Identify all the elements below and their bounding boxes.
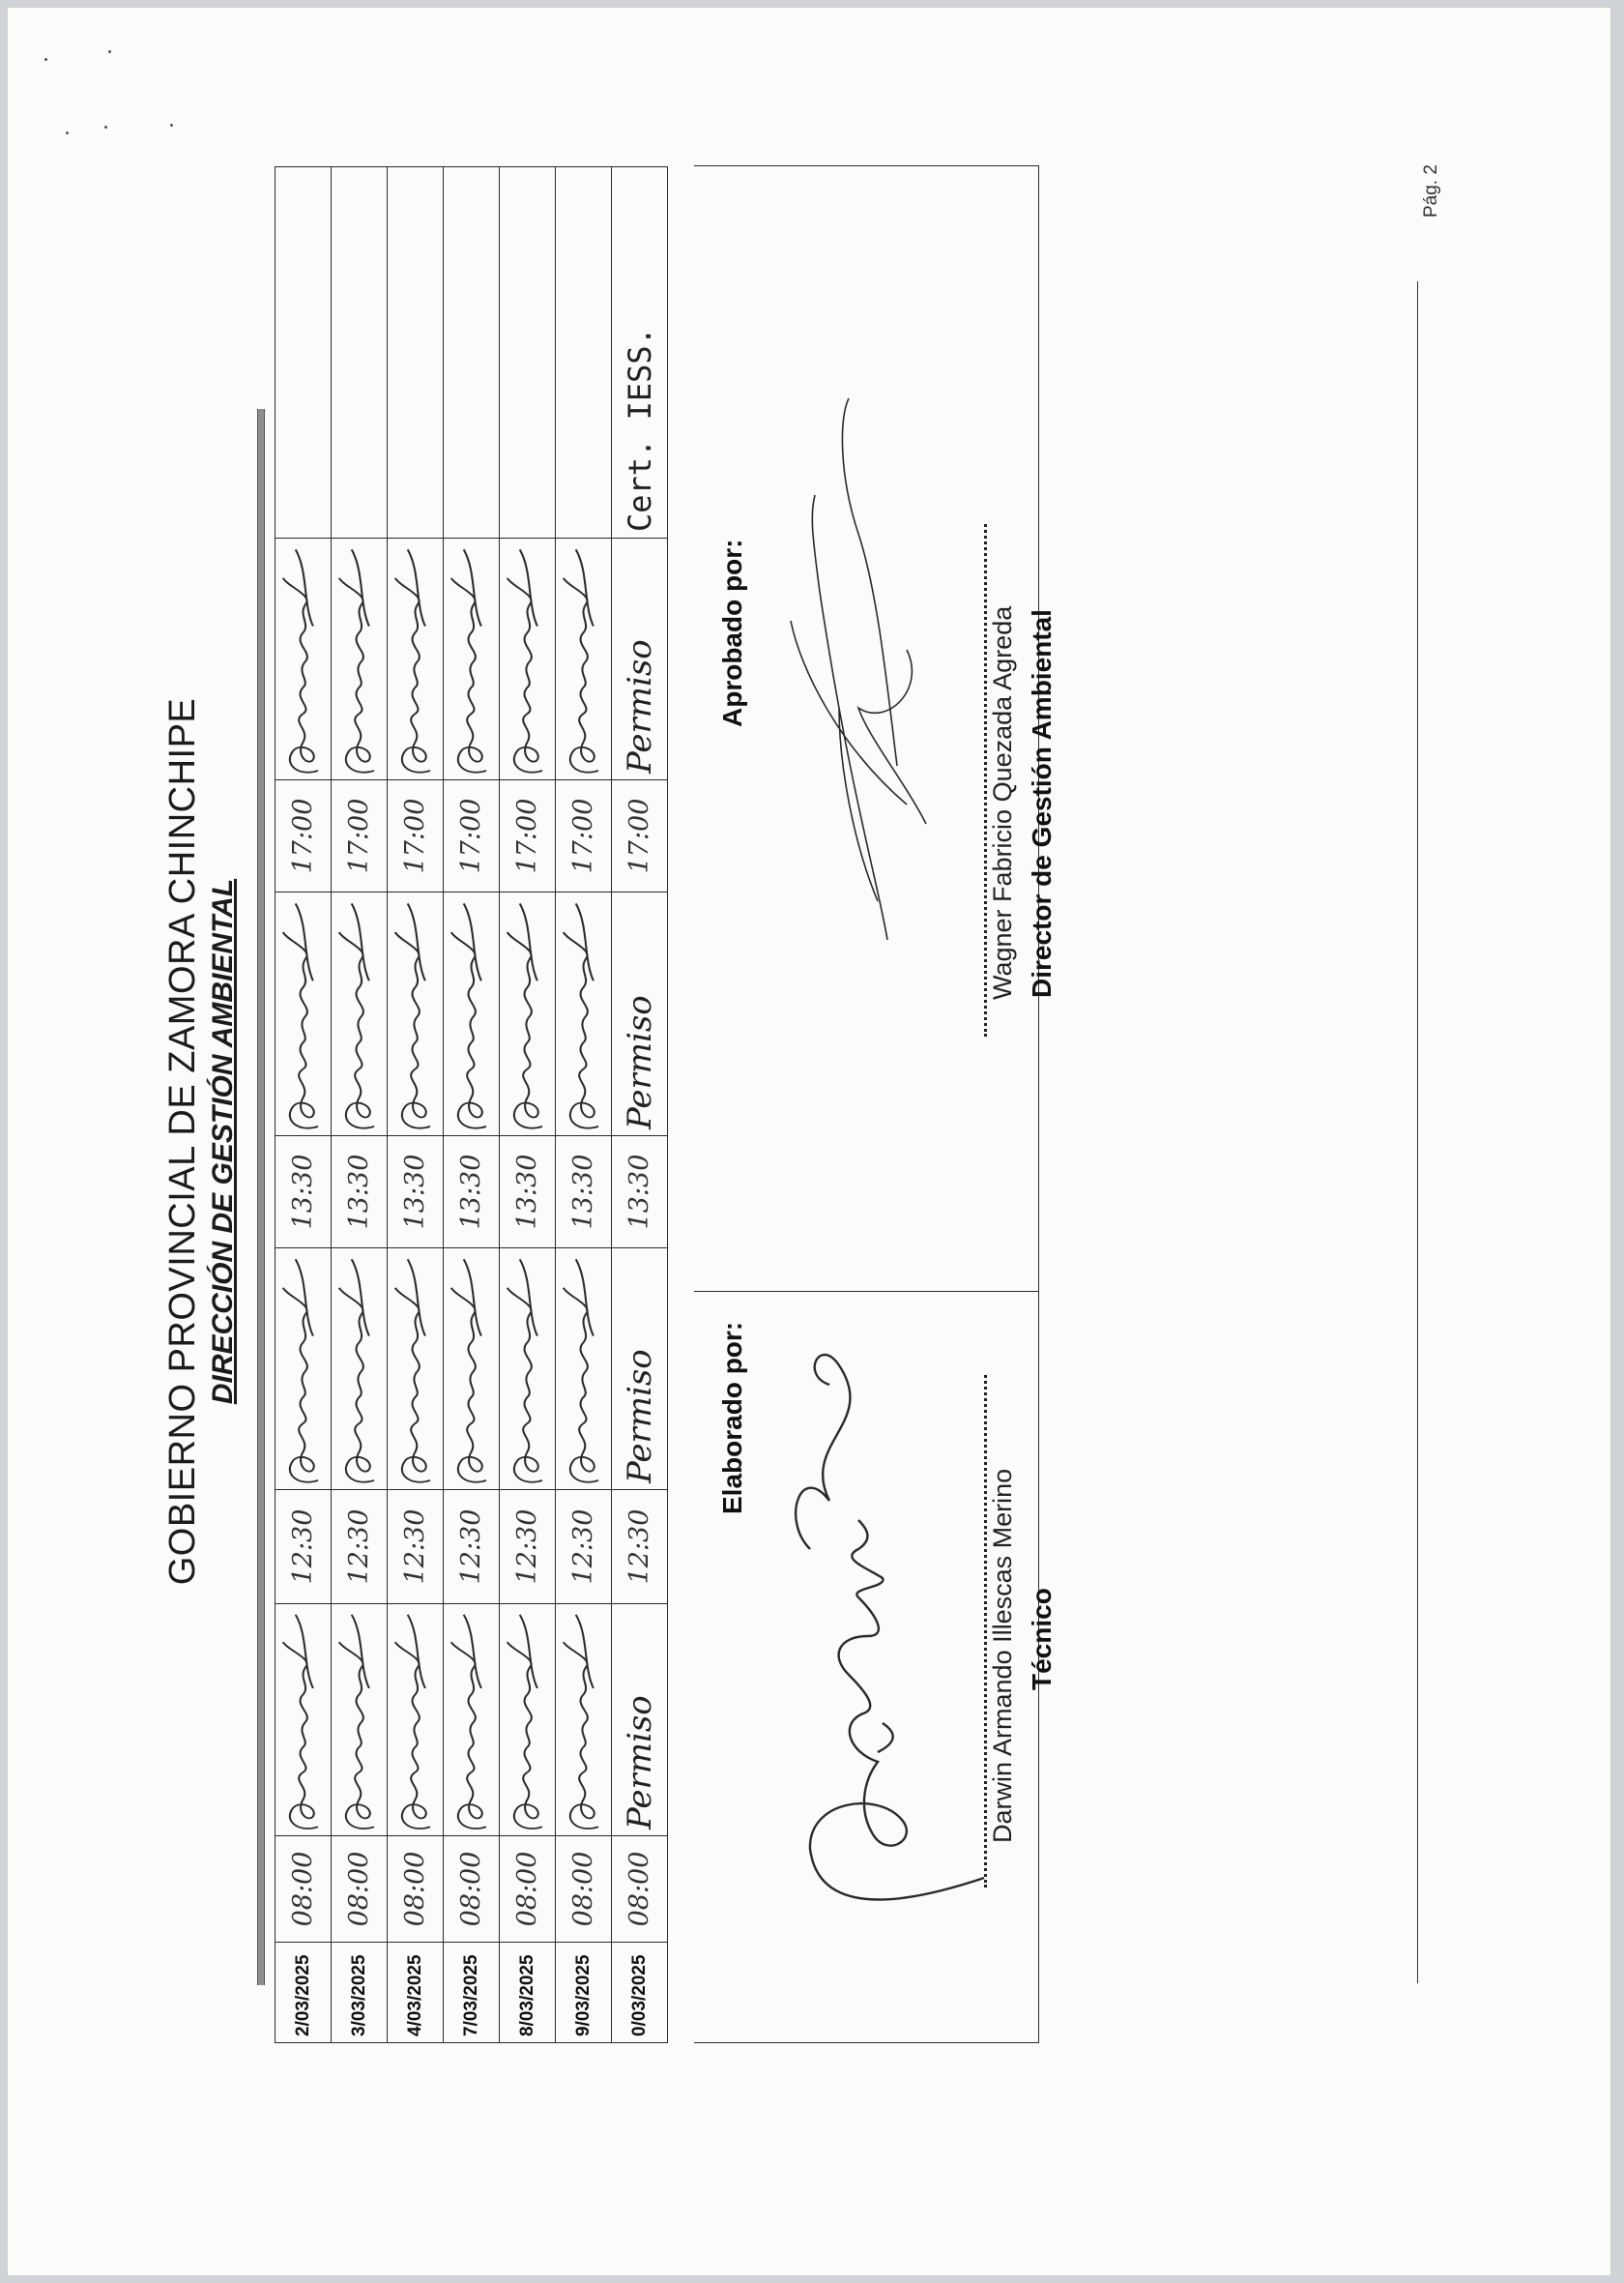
- footer-rule: [1417, 281, 1418, 1983]
- attendance-table: [275, 166, 668, 2043]
- handwritten-signature: [444, 1248, 499, 1489]
- handwritten-signature: [500, 1248, 555, 1489]
- signature-out-am: [500, 1248, 556, 1490]
- row-observation: [556, 167, 612, 539]
- row-observation: [388, 167, 444, 539]
- approval-section: [694, 165, 1057, 2043]
- handwritten-signature: [332, 893, 387, 1135]
- prepared-role: Técnico: [1027, 1588, 1057, 1690]
- time-in-am: 08:00: [388, 1836, 444, 1943]
- handwritten-signature: [444, 539, 499, 779]
- time-out-pm: 17:00: [500, 780, 556, 893]
- attendance-row: [388, 167, 444, 2043]
- time-out-am: 12:30: [612, 1490, 668, 1604]
- attendance-row: [444, 167, 500, 2043]
- signature-out-pm: [332, 539, 388, 780]
- dept-subtitle: DIRECCIÓN DE GESTIÓN AMBIENTAL: [207, 878, 239, 1405]
- attendance-row: [332, 167, 388, 2043]
- handwritten-signature: [276, 1248, 331, 1489]
- time-in-pm: 13:30: [444, 1136, 500, 1248]
- attendance-row: [500, 167, 556, 2043]
- handwritten-signature: [332, 539, 387, 779]
- handwritten-signature: [332, 1248, 387, 1489]
- signature-out-am: [332, 1248, 388, 1490]
- signature-in-pm: [332, 893, 388, 1136]
- time-in-pm: 13:30: [556, 1136, 612, 1248]
- prepared-signature-line: [984, 1375, 987, 1888]
- signature-in-pm: [556, 893, 612, 1136]
- handwritten-signature: [556, 893, 611, 1135]
- row-observation: Cert. IESS.: [612, 167, 668, 539]
- time-out-pm: 17:00: [556, 780, 612, 893]
- permiso-text: Permiso: [620, 1695, 659, 1829]
- handwritten-signature: [556, 1248, 611, 1489]
- time-in-am: 08:00: [500, 1836, 556, 1943]
- row-date: 2/03/2025: [276, 1943, 332, 2043]
- time-in-am: 08:00: [556, 1836, 612, 1943]
- time-out-pm: 17:00: [612, 780, 668, 893]
- handwritten-signature: [388, 1604, 443, 1835]
- signature-out-pm: [556, 539, 612, 780]
- permiso-text: Permiso: [620, 995, 659, 1129]
- time-in-pm: 13:30: [332, 1136, 388, 1248]
- row-date: 0/03/2025: [612, 1943, 668, 2043]
- signature-out-am: [444, 1248, 500, 1490]
- handwritten-signature: [556, 539, 611, 779]
- time-in-pm: 13:30: [276, 1136, 332, 1248]
- handwritten-signature: [276, 1604, 331, 1835]
- page-number: Pág. 2: [1421, 164, 1441, 218]
- time-out-am: 12:30: [332, 1490, 388, 1604]
- time-out-pm: 17:00: [276, 780, 332, 893]
- handwritten-signature: [444, 1604, 499, 1835]
- handwritten-signature: [276, 539, 331, 779]
- time-in-pm: 13:30: [500, 1136, 556, 1248]
- row-date: 4/03/2025: [388, 1943, 444, 2043]
- handwritten-signature: [332, 1604, 387, 1835]
- time-out-am: 12:30: [444, 1490, 500, 1604]
- prepared-by-label: Elaborado por:: [717, 1321, 747, 1514]
- approved-role: Director de Gestión Ambiental: [1027, 609, 1057, 998]
- signature-in-am: [388, 1604, 444, 1836]
- time-out-pm: 17:00: [388, 780, 444, 893]
- time-in-pm: 13:30: [388, 1136, 444, 1248]
- approved-name: Wagner Fabricio Quezada Agreda: [988, 605, 1017, 1000]
- signature-in-am: [332, 1604, 388, 1836]
- time-out-am: 12:30: [388, 1490, 444, 1604]
- handwritten-signature: [388, 539, 443, 779]
- time-in-am: 08:00: [612, 1836, 668, 1943]
- signature-out-pm: [444, 539, 500, 780]
- permiso-text: Permiso: [620, 1349, 659, 1483]
- signature-in-pm: [388, 893, 444, 1136]
- signature-in-pm: [612, 893, 668, 1136]
- signature-out-pm: [388, 539, 444, 780]
- document-page: [8, 8, 1610, 2275]
- attendance-row: [276, 167, 332, 2043]
- signature-in-am: [556, 1604, 612, 1836]
- signature-in-am: [276, 1604, 332, 1836]
- time-in-am: 08:00: [276, 1836, 332, 1943]
- row-date: 7/03/2025: [444, 1943, 500, 2043]
- signature-out-am: [556, 1248, 612, 1490]
- time-in-am: 08:00: [332, 1836, 388, 1943]
- signature-in-pm: [500, 893, 556, 1136]
- signature-in-pm: [444, 893, 500, 1136]
- permiso-text: Permiso: [620, 639, 659, 774]
- attendance-row: [556, 167, 612, 2043]
- prepared-name: Darwin Armando Illescas Merino: [988, 1468, 1017, 1843]
- row-observation: [332, 167, 388, 539]
- signature-in-pm: [276, 893, 332, 1136]
- approval-divider: [694, 1291, 1038, 1292]
- time-out-am: 12:30: [556, 1490, 612, 1604]
- signature-in-am: [444, 1604, 500, 1836]
- header-rule: [257, 409, 265, 1985]
- handwritten-signature: [500, 1604, 555, 1835]
- row-observation: [500, 167, 556, 539]
- attendance-body: [276, 167, 668, 2043]
- handwritten-signature: [556, 1604, 611, 1835]
- handwritten-signature: [388, 1248, 443, 1489]
- row-date: 9/03/2025: [556, 1943, 612, 2043]
- row-date: 3/03/2025: [332, 1943, 388, 2043]
- signature-out-am: [388, 1248, 444, 1490]
- time-out-pm: 17:00: [444, 780, 500, 893]
- org-title: GOBIERNO PROVINCIAL DE ZAMORA CHINCHIPE: [162, 697, 203, 1586]
- signature-in-am: [612, 1604, 668, 1836]
- time-in-pm: 13:30: [612, 1136, 668, 1248]
- signature-out-pm: [500, 539, 556, 780]
- row-date: 8/03/2025: [500, 1943, 556, 2043]
- rotated-content: [8, 8, 1610, 2275]
- time-out-am: 12:30: [500, 1490, 556, 1604]
- approved-by-label: Aprobado por:: [717, 539, 747, 727]
- signature-out-am: [612, 1248, 668, 1490]
- handwritten-signature: [500, 539, 555, 779]
- signature-out-am: [276, 1248, 332, 1490]
- handwritten-signature: [500, 893, 555, 1135]
- time-out-am: 12:30: [276, 1490, 332, 1604]
- approved-signature-line: [984, 524, 987, 1037]
- row-observation: [276, 167, 332, 539]
- attendance-row: [612, 167, 668, 2043]
- handwritten-signature: [444, 893, 499, 1135]
- handwritten-signature: [276, 893, 331, 1135]
- signature-out-pm: [612, 539, 668, 780]
- signature-out-pm: [276, 539, 332, 780]
- signature-in-am: [500, 1604, 556, 1836]
- row-observation: [444, 167, 500, 539]
- handwritten-signature: [388, 893, 443, 1135]
- time-out-pm: 17:00: [332, 780, 388, 893]
- time-in-am: 08:00: [444, 1836, 500, 1943]
